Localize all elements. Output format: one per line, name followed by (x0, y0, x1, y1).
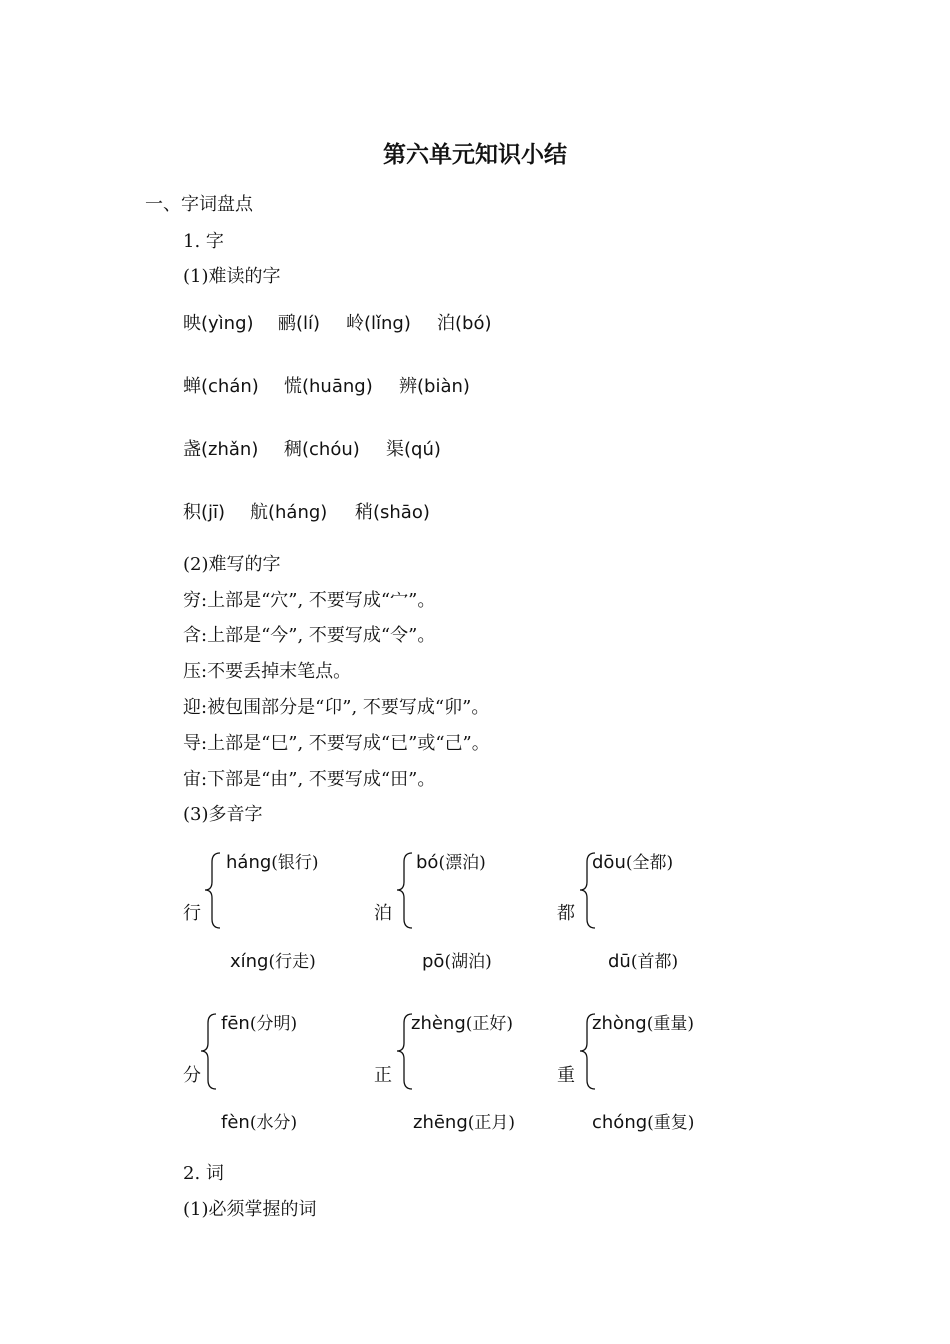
example-word: (正月) (467, 1113, 516, 1133)
subheading-hard-to-read: (1)难读的字 (183, 266, 281, 287)
example-word: (分明) (249, 1014, 298, 1034)
reading-item: 辨(biàn) (399, 376, 470, 397)
writing-note: 穷:上部是“穴”, 不要写成“宀”。 (183, 590, 436, 611)
reading-item: 慌(huāng) (284, 376, 373, 397)
polyphone-char: 重 (557, 1065, 575, 1086)
writing-note: 压:不要丢掉末笔点。 (183, 661, 352, 682)
example-word: (全都) (625, 853, 674, 873)
reading-item: 映(yìng) (183, 313, 254, 334)
pinyin: pō (422, 951, 445, 972)
polyphone-top (226, 848, 319, 873)
writing-note: 含:上部是“今”, 不要写成“令”。 (183, 625, 436, 646)
subheading-polyphones: (3)多音字 (183, 804, 263, 825)
reading-item: 稠(chóu) (284, 439, 360, 460)
pinyin: háng (226, 852, 272, 873)
polyphone-char: 都 (557, 903, 575, 924)
polyphone-top (416, 848, 486, 873)
polyphone-bottom (608, 947, 678, 972)
polyphone-top (221, 1009, 297, 1034)
example-word: (行走) (268, 952, 316, 972)
brace-icon (395, 852, 415, 930)
pinyin: chóng (592, 1112, 648, 1133)
reading-item: 蝉(chán) (183, 376, 259, 397)
writing-note: 迎:被包围部分是“卬”, 不要写成“卯”。 (183, 697, 490, 718)
reading-item: 泊(bó) (437, 313, 492, 334)
reading-item: 渠(qú) (386, 439, 441, 460)
reading-item: 航(háng) (250, 502, 328, 523)
page-title: 第六单元知识小结 (383, 142, 567, 168)
polyphone-top (592, 848, 673, 873)
example-word: (湖泊) (444, 952, 492, 972)
polyphone-bottom (422, 947, 492, 972)
example-word: (水分) (249, 1113, 298, 1133)
pinyin: zhēng (413, 1112, 468, 1133)
reading-item: 积(jī) (183, 502, 226, 523)
example-word: (漂泊) (438, 853, 486, 873)
example-word: (重量) (646, 1014, 694, 1034)
pinyin: xíng (230, 951, 269, 972)
polyphone-bottom (221, 1108, 297, 1133)
pinyin: zhòng (592, 1013, 647, 1034)
subheading-must-master-words: (1)必须掌握的词 (183, 1199, 317, 1220)
reading-item: 稍(shāo) (355, 502, 430, 523)
subheading-words: 2. 词 (183, 1163, 224, 1184)
pinyin: bó (416, 852, 439, 873)
pinyin: zhèng (411, 1013, 466, 1034)
writing-note: 导:上部是“巳”, 不要写成“已”或“己”。 (183, 733, 490, 754)
reading-item: 盏(zhǎn) (183, 439, 259, 460)
polyphone-top (592, 1009, 694, 1034)
writing-note: 宙:下部是“由”, 不要写成“田”。 (183, 769, 436, 790)
pinyin: fēn (221, 1013, 250, 1034)
example-word: (首都) (630, 952, 679, 972)
pinyin: dōu (592, 852, 626, 873)
brace-icon (203, 852, 223, 930)
polyphone-char: 正 (374, 1065, 392, 1086)
section-heading-vocabulary: 一、字词盘点 (145, 194, 253, 215)
subheading-characters: 1. 字 (183, 231, 224, 252)
subheading-hard-to-write: (2)难写的字 (183, 554, 281, 575)
pinyin: fèn (221, 1112, 250, 1133)
example-word: (银行) (271, 853, 319, 873)
polyphone-top (411, 1009, 513, 1034)
polyphone-bottom (230, 947, 316, 972)
reading-item: 岭(lǐng) (346, 313, 411, 334)
polyphone-char: 泊 (374, 903, 392, 924)
polyphone-bottom (413, 1108, 515, 1133)
polyphone-bottom (592, 1108, 694, 1133)
example-word: (正好) (465, 1014, 514, 1034)
reading-item: 鹂(lí) (278, 313, 321, 334)
pinyin: dū (608, 951, 631, 972)
brace-icon (199, 1013, 219, 1091)
polyphone-char: 分 (183, 1065, 201, 1086)
polyphone-char: 行 (183, 903, 201, 924)
example-word: (重复) (647, 1113, 695, 1133)
